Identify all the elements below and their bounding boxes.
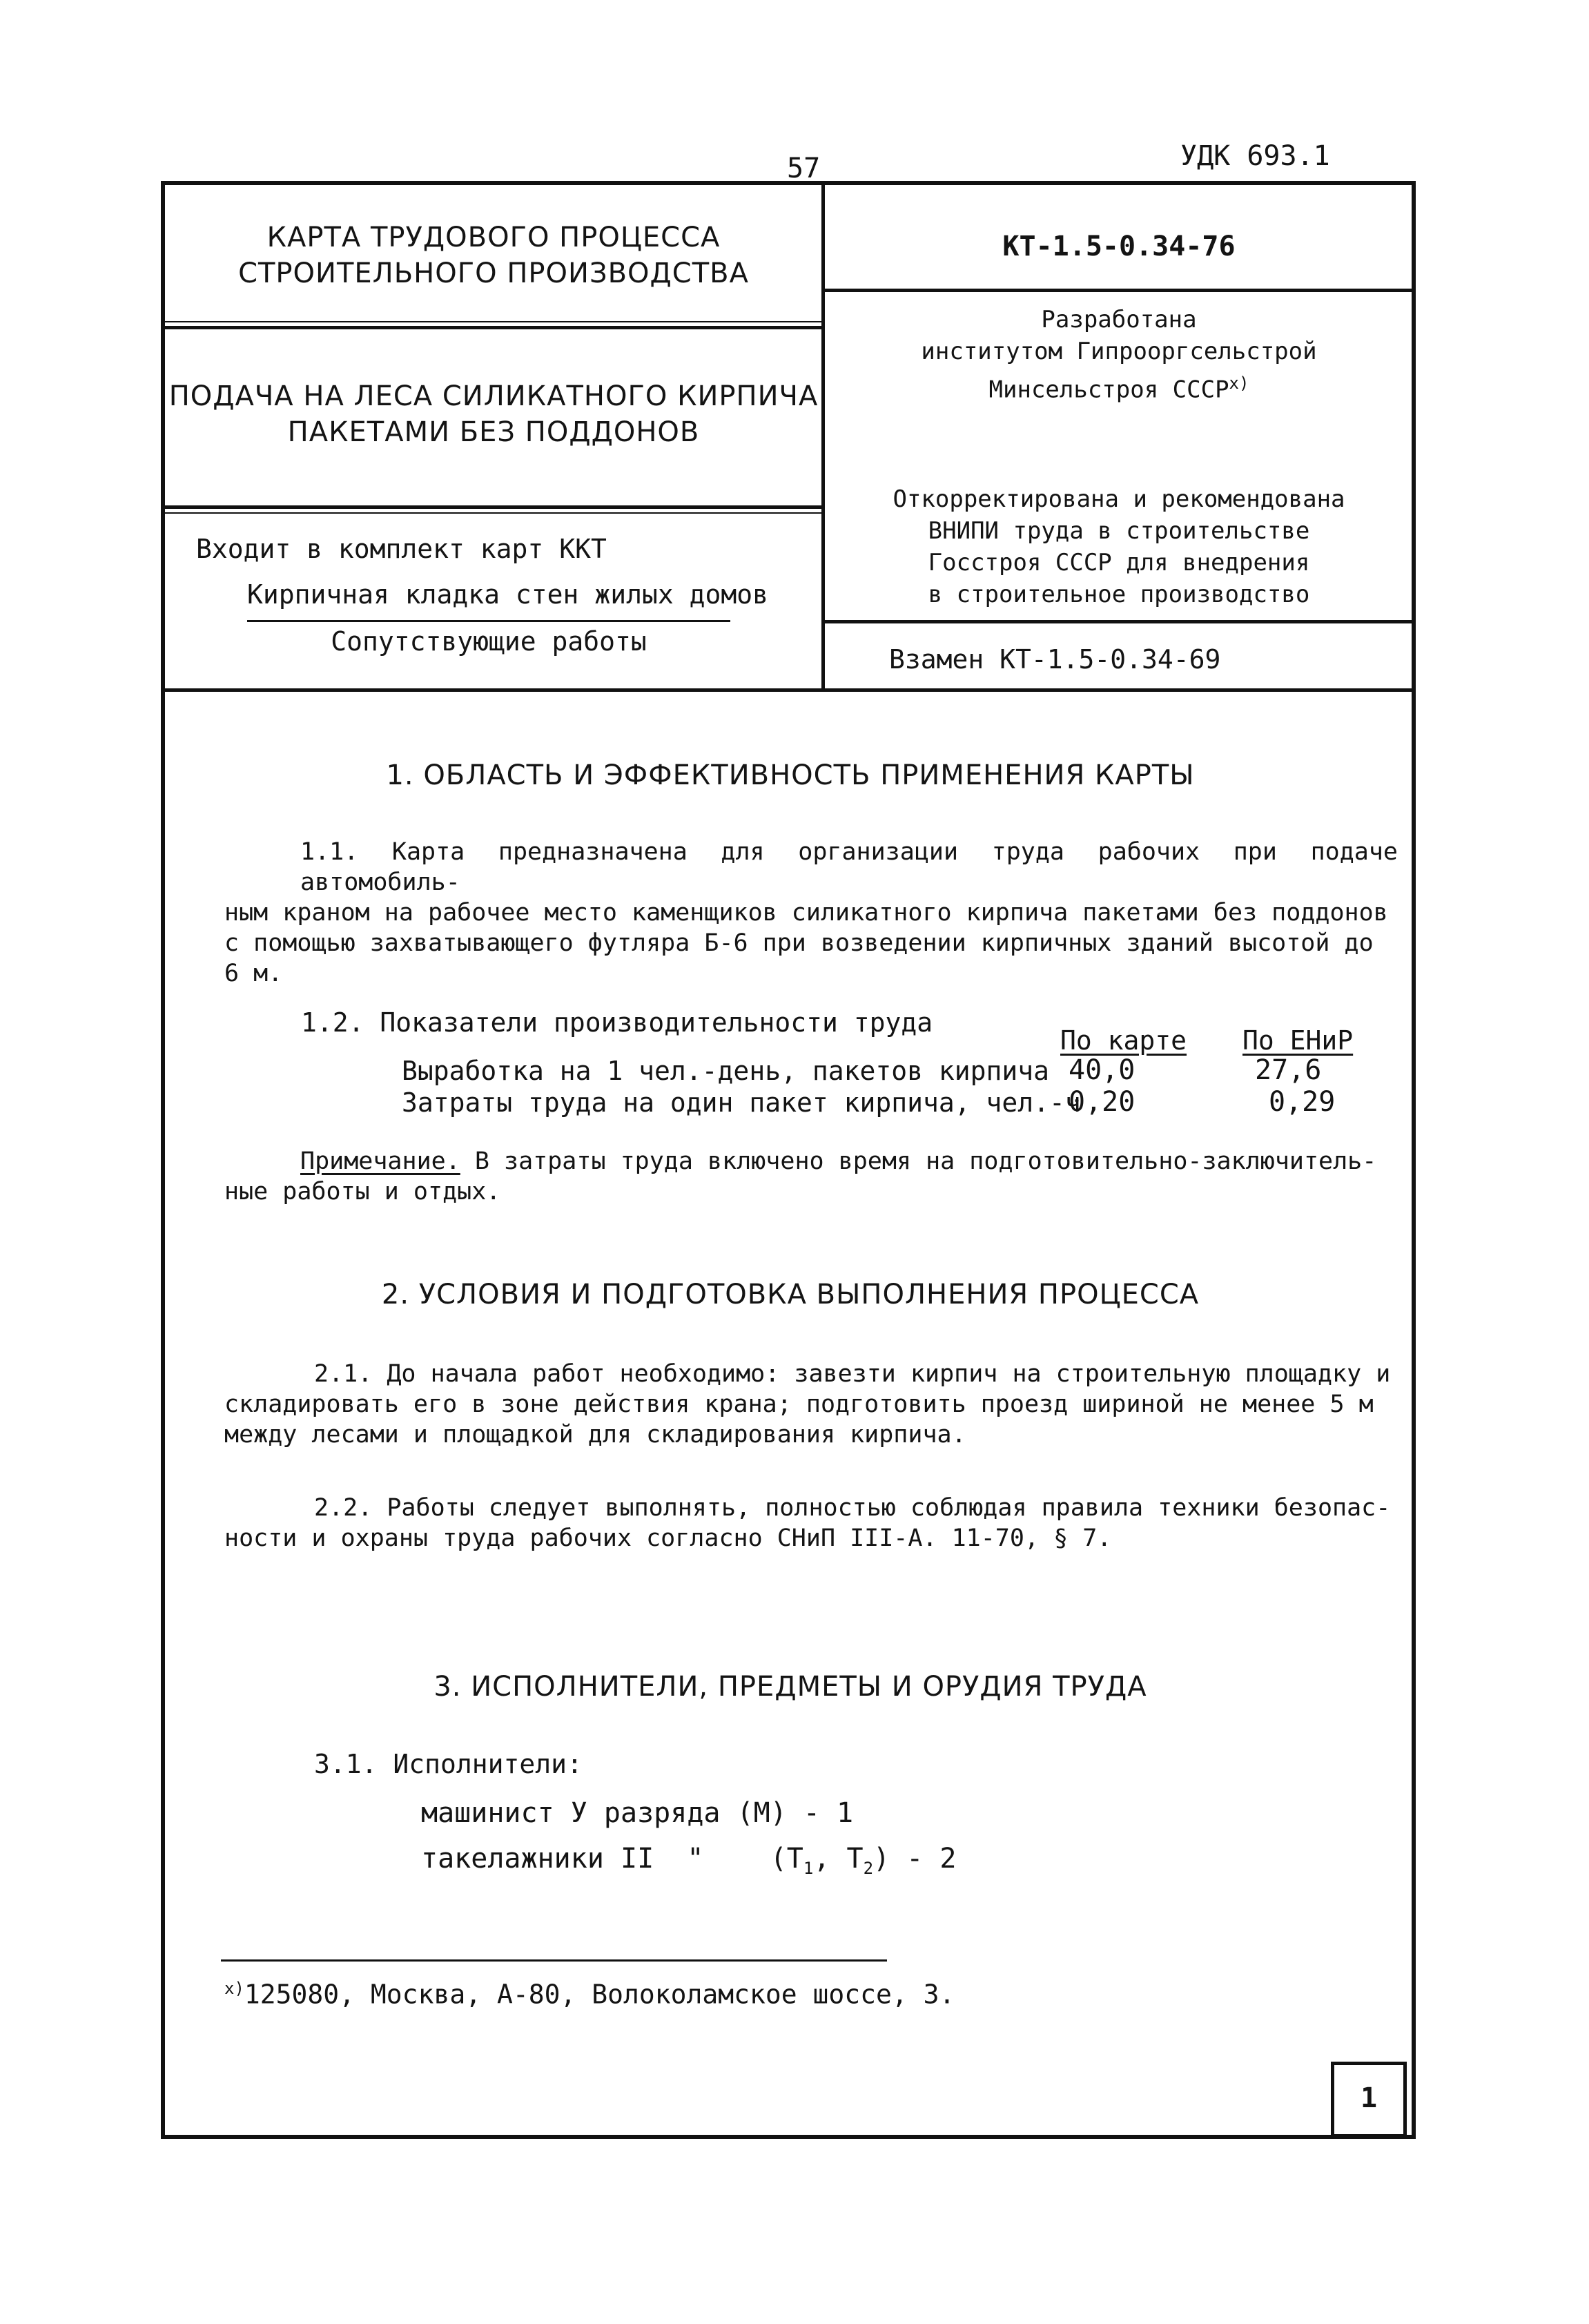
row1-label: Выработка на 1 чел.-день, пакетов кирпича bbox=[402, 1056, 1049, 1086]
col-header-card: По карте bbox=[1060, 1025, 1187, 1056]
process-title-line1: ПОДАЧА НА ЛЕСА СИЛИКАТНОГО КИРПИЧА bbox=[168, 380, 819, 412]
p12-title: 1.2. Показатели производительности труда bbox=[301, 1007, 933, 1038]
kit-sub: Сопутствующие работы bbox=[331, 626, 647, 657]
note-label: Примечание. bbox=[300, 1148, 460, 1175]
p21-line3: между лесами и площадкой для складирования кирпича. bbox=[224, 1421, 966, 1449]
process-title bbox=[166, 378, 821, 450]
p22-line1: 2.2. Работы следует выполнять, полностью соблюдая правила техники безопас- bbox=[314, 1494, 1391, 1522]
developed-line3: Минсельстроя СССР bbox=[988, 376, 1229, 404]
p11-line3: с помощью захватывающего футляра Б-6 при возведении кирпичных зданий высотой до bbox=[224, 929, 1374, 957]
p22-line2: ности и охраны труда рабочих согласно СНиП III-А. 11-70, § 7. bbox=[224, 1524, 1112, 1552]
footnote-text: 125080, Москва, А-80, Волоколамское шоссе, 3. bbox=[244, 1979, 955, 2010]
header-divider-vertical bbox=[821, 181, 825, 692]
paragraph-2-2 bbox=[224, 1493, 1398, 1553]
row2-enir: 0,29 bbox=[1269, 1086, 1336, 1118]
note-line1-wrap bbox=[224, 1146, 1398, 1176]
card-title bbox=[166, 220, 821, 291]
process-title-line2: ПАКЕТАМИ БЕЗ ПОДДОНОВ bbox=[287, 416, 700, 448]
row1-card: 40,0 bbox=[1069, 1054, 1135, 1086]
developed-footnote-mark: x) bbox=[1229, 374, 1249, 393]
p31-title: 3.1. Исполнители: bbox=[314, 1749, 583, 1779]
paragraph-1-1 bbox=[224, 837, 1398, 989]
section1-title: 1. ОБЛАСТЬ И ЭФФЕКТИВНОСТЬ ПРИМЕНЕНИЯ КАРТЫ bbox=[386, 759, 1195, 791]
developed-line2: институтом Гипрооргсельстрой bbox=[921, 338, 1317, 365]
developed-line3-wrap bbox=[826, 367, 1412, 405]
udk-code: УДК 693.1 bbox=[1180, 140, 1330, 172]
replaces-code: Взамен КТ-1.5-0.34-69 bbox=[889, 644, 1221, 675]
p11-line2: ным краном на рабочее место каменщиков силикатного кирпича пакетами без поддонов bbox=[224, 899, 1388, 927]
p21-line1: 2.1. До начала работ необходимо: завезти кирпич на строительную площадку и bbox=[314, 1360, 1391, 1388]
card-title-line2: СТРОИТЕЛЬНОГО ПРОИЗВОДСТВА bbox=[238, 258, 749, 289]
developed-by bbox=[826, 304, 1412, 405]
note-line1: В затраты труда включено время на подготовительно-заключитель- bbox=[460, 1148, 1377, 1175]
col-header-enir: По ЕНиР bbox=[1242, 1025, 1354, 1056]
kit-underline bbox=[247, 620, 730, 622]
corrected-line1: Откорректирована и рекомендована bbox=[893, 485, 1345, 513]
footnote-mark: x) bbox=[224, 1979, 244, 1998]
header-line-right-2 bbox=[821, 620, 1416, 623]
worker-machinist: машинист У разряда (М) - 1 bbox=[421, 1797, 854, 1829]
header-thin-line-2 bbox=[161, 512, 823, 514]
header-line-left-1 bbox=[161, 326, 823, 329]
riggers-sub1: 1 bbox=[803, 1859, 814, 1878]
section3-title: 3. ИСПОЛНИТЕЛИ, ПРЕДМЕТЫ И ОРУДИЯ ТРУДА bbox=[433, 1671, 1147, 1703]
sheet-number-box bbox=[1331, 2062, 1407, 2138]
worker-riggers bbox=[421, 1841, 956, 1886]
sheet-number: 1 bbox=[1360, 2082, 1378, 2114]
row2-card: 0,20 bbox=[1069, 1086, 1135, 1118]
kit-name: Кирпичная кладка стен жилых домов bbox=[247, 579, 768, 610]
row2-label: Затраты труда на один пакет кирпича, чел.-ч bbox=[402, 1087, 1081, 1118]
card-code: КТ-1.5-0.34-76 bbox=[1002, 231, 1236, 262]
paragraph-2-1 bbox=[224, 1359, 1398, 1450]
corrected-by bbox=[826, 483, 1412, 610]
corrected-line2: ВНИПИ труда в строительстве bbox=[928, 517, 1310, 545]
p11-line4: 6 м. bbox=[224, 960, 283, 987]
riggers-mid: , Т bbox=[813, 1843, 864, 1875]
header-thin-line-1 bbox=[161, 321, 823, 322]
page-number-top: 57 bbox=[787, 153, 821, 184]
header-line-left-2 bbox=[161, 505, 823, 509]
section2-title: 2. УСЛОВИЯ И ПОДГОТОВКА ВЫПОЛНЕНИЯ ПРОЦЕССА bbox=[381, 1279, 1200, 1310]
header-bottom-line bbox=[161, 688, 1416, 692]
footnote-rule bbox=[221, 1959, 887, 1962]
riggers-suffix: ) - 2 bbox=[873, 1843, 957, 1875]
developed-line1: Разработана bbox=[1041, 306, 1197, 333]
note-line2: ные работы и отдых. bbox=[224, 1178, 501, 1205]
corrected-line3: Госстроя СССР для внедрения bbox=[928, 549, 1310, 577]
corrected-line4: в строительное производство bbox=[928, 581, 1310, 608]
footnote bbox=[224, 1971, 955, 2012]
riggers-prefix: такелажники II " (Т bbox=[421, 1843, 803, 1875]
header-line-right-1 bbox=[821, 289, 1416, 292]
p21-line2: складировать его в зоне действия крана; подготовить проезд шириной не менее 5 м bbox=[224, 1391, 1374, 1418]
row1-enir: 27,6 bbox=[1255, 1054, 1322, 1086]
riggers-sub2: 2 bbox=[863, 1859, 874, 1878]
kit-line: Входит в комплект карт ККТ bbox=[196, 534, 607, 564]
p11-line1: 1.1. Карта предназначена для организации труда рабочих при подаче автомобиль- bbox=[300, 838, 1398, 896]
note bbox=[224, 1146, 1398, 1207]
card-title-line1: КАРТА ТРУДОВОГО ПРОЦЕССА bbox=[266, 222, 721, 253]
